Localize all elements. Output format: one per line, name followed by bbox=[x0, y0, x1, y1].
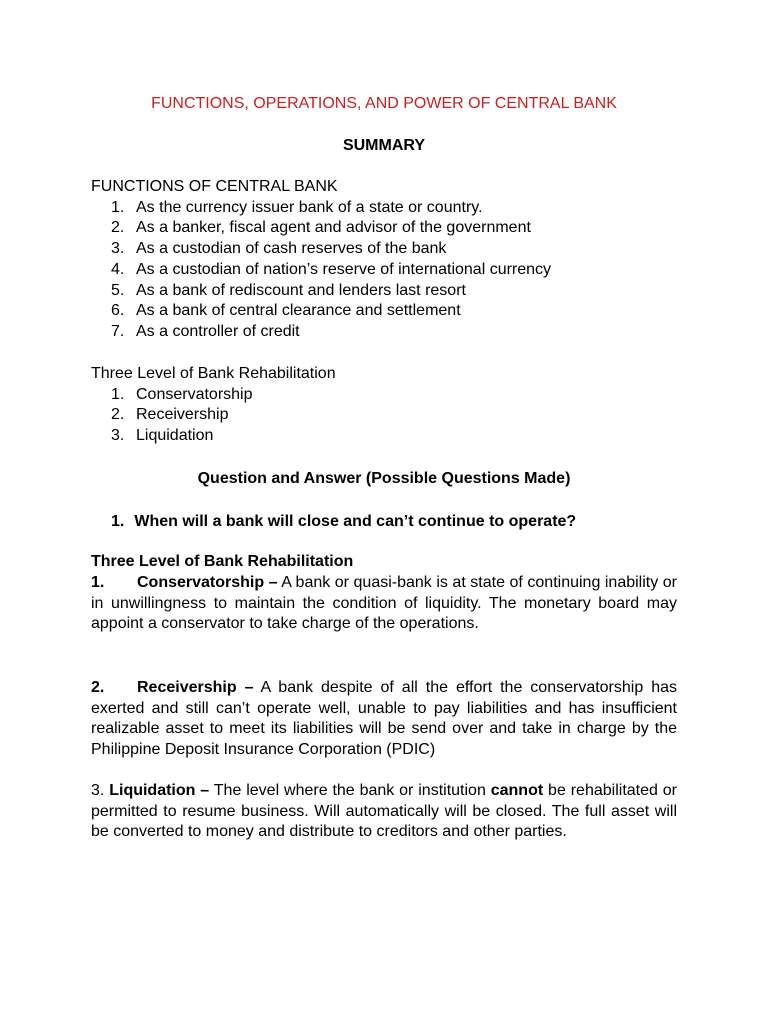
answer-paragraph-conservatorship bbox=[91, 573, 677, 635]
list-text: As a custodian of cash reserves of the bank bbox=[136, 240, 447, 258]
list-item bbox=[91, 198, 677, 219]
answer-term: Conservatorship – bbox=[137, 574, 278, 591]
list-number: 2. bbox=[111, 406, 125, 424]
list-item bbox=[91, 322, 677, 343]
list-number: 6. bbox=[111, 302, 125, 320]
answer-emphasis: cannot bbox=[490, 782, 544, 799]
functions-heading: FUNCTIONS OF CENTRAL BANK bbox=[91, 178, 338, 195]
list-item bbox=[91, 281, 677, 302]
rehab-levels-heading: Three Level of Bank Rehabilitation bbox=[91, 365, 336, 382]
answer-number: 2. bbox=[91, 679, 105, 696]
answer-text: A bank or quasi-bank is at state of continuing inability or in unwillingness to maintain the condition of liquidity. The monetary board may appoint a conservator to take charge of the operations. bbox=[91, 574, 677, 633]
list-text: As a bank of central clearance and settlement bbox=[136, 302, 461, 320]
list-item bbox=[91, 405, 677, 426]
summary-heading: SUMMARY bbox=[342, 137, 426, 154]
document-title: FUNCTIONS, OPERATIONS, AND POWER OF CENTRAL BANK bbox=[151, 95, 617, 112]
list-number: 7. bbox=[111, 322, 125, 340]
list-text: Receivership bbox=[136, 406, 229, 424]
list-text: As a bank of rediscount and lenders last resort bbox=[136, 281, 466, 299]
list-number: 1. bbox=[111, 198, 125, 216]
answer-paragraph-liquidation bbox=[91, 781, 677, 843]
list-item bbox=[91, 260, 677, 281]
list-text: As a controller of credit bbox=[136, 322, 300, 340]
functions-list bbox=[91, 198, 677, 343]
answer-heading: Three Level of Bank Rehabilitation bbox=[91, 553, 354, 570]
qa-heading: Question and Answer (Possible Questions Made) bbox=[197, 470, 571, 487]
answer-text: A bank despite of all the effort the conservatorship has exerted and still can’t operate well, unable to pay liabilities and has insufficient realizable asset to meet its liabilities will be send over and take in charge by the Philippine Deposit Insurance Corporation (PDIC) bbox=[91, 679, 677, 759]
question-number: 1. bbox=[111, 513, 125, 530]
question-item bbox=[111, 512, 576, 532]
list-number: 2. bbox=[111, 219, 125, 237]
rehab-levels-section bbox=[91, 364, 677, 447]
list-item bbox=[91, 239, 677, 260]
answer-number: 3. bbox=[91, 782, 105, 799]
answer-term: Liquidation – bbox=[109, 782, 210, 799]
answer-text: The level where the bank or institution bbox=[209, 782, 491, 799]
functions-section bbox=[91, 177, 677, 343]
answer-paragraph-receivership bbox=[91, 678, 677, 761]
list-number: 1. bbox=[111, 385, 125, 403]
answer-term: Receivership – bbox=[137, 679, 254, 696]
list-item bbox=[91, 218, 677, 239]
list-item bbox=[91, 301, 677, 322]
answer-text-continued: be rehabilitated or permitted to resume business. Will automatically will be closed. The full asset will be converted to money and distribute to creditors and other parties. bbox=[91, 782, 678, 841]
list-number: 3. bbox=[111, 240, 125, 258]
list-number: 5. bbox=[111, 281, 125, 299]
list-text: Conservatorship bbox=[136, 385, 253, 403]
list-item bbox=[91, 385, 677, 406]
list-text: As a banker, fiscal agent and advisor of the government bbox=[136, 219, 531, 237]
list-text: Liquidation bbox=[136, 427, 214, 445]
list-number: 3. bbox=[111, 427, 125, 445]
list-item bbox=[91, 426, 677, 447]
list-text: As a custodian of nation’s reserve of international currency bbox=[136, 260, 552, 278]
answer-number: 1. bbox=[91, 574, 105, 591]
list-text: As the currency issuer bank of a state or country. bbox=[136, 198, 483, 216]
rehab-levels-list bbox=[91, 385, 677, 447]
list-number: 4. bbox=[111, 260, 125, 278]
question-text: When will a bank will close and can’t continue to operate? bbox=[134, 513, 577, 530]
